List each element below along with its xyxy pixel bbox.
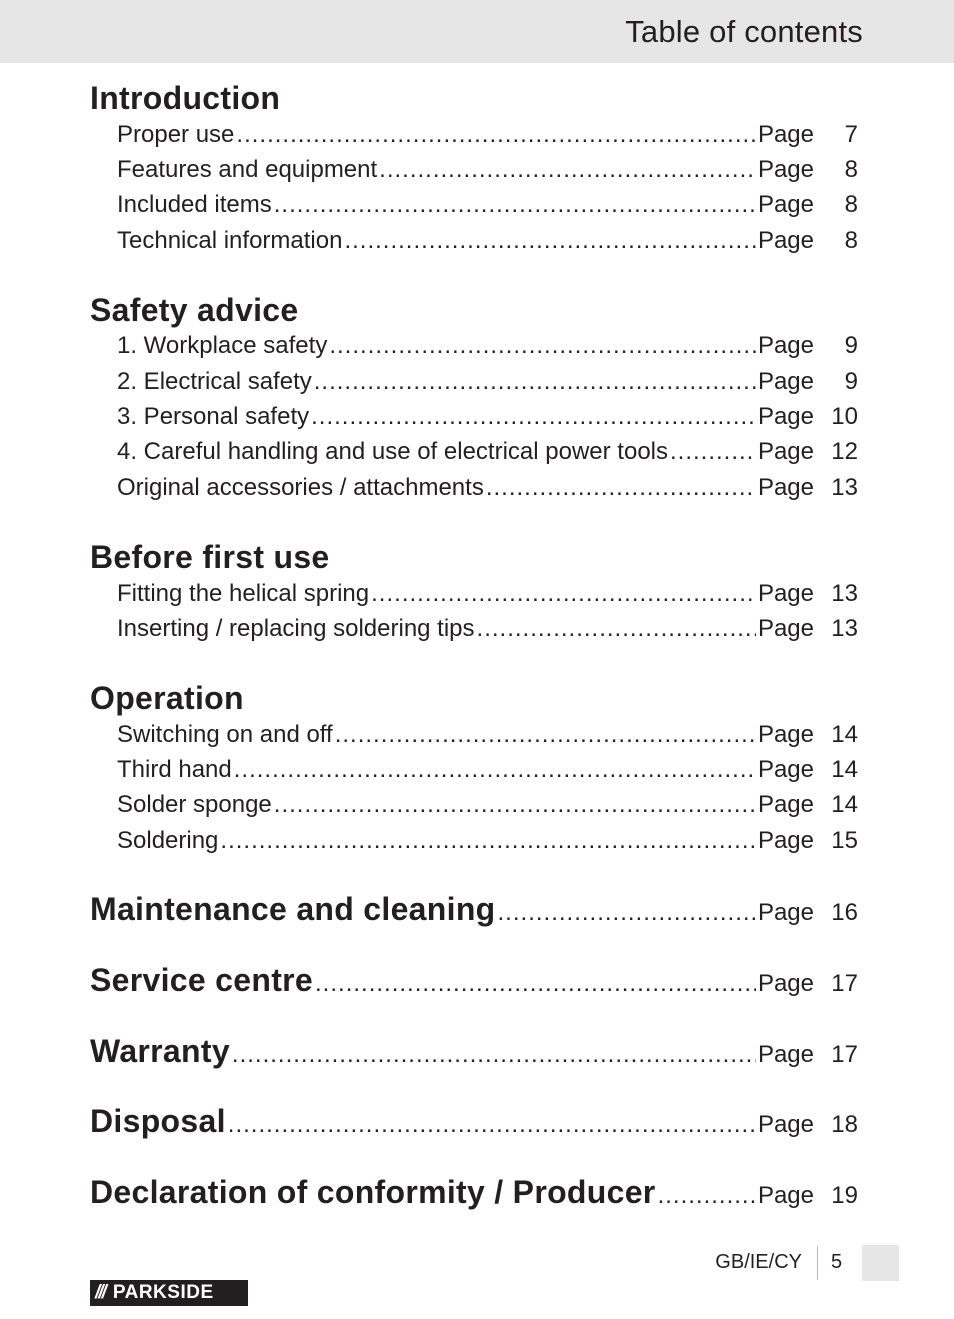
toc-page-number: 9 [844, 368, 858, 395]
toc-entry-label: Features and equipment [117, 156, 378, 183]
logo-text: PARKSIDE [112, 1282, 214, 1303]
toc-page-number: 12 [831, 438, 858, 465]
toc-page-word: Page [757, 156, 814, 183]
toc-page-number: 14 [831, 721, 858, 748]
toc-entry[interactable] [117, 156, 858, 188]
toc-entry[interactable] [117, 368, 858, 400]
toc-page-word: Page [757, 368, 814, 395]
toc-entry-label: Third hand [117, 756, 232, 783]
toc-entry[interactable] [117, 791, 858, 823]
toc-page-word: Page [757, 1111, 814, 1138]
toc-entry-label: 3. Personal safety [117, 403, 310, 430]
toc-page-word: Page [757, 438, 814, 465]
toc-entry-label: Technical information [117, 227, 343, 254]
section-heading-before-first-use: Before first use [90, 539, 330, 575]
toc-page-number: 17 [831, 1041, 858, 1068]
toc-page-number: 19 [831, 1182, 858, 1209]
parkside-logo [90, 1280, 248, 1306]
toc-major-entry-warranty[interactable] [90, 1033, 858, 1077]
toc-entry[interactable] [117, 615, 858, 647]
leader-dots [228, 1111, 756, 1139]
toc-page-number: 17 [831, 970, 858, 997]
toc-page-word: Page [757, 827, 814, 854]
toc-major-label: Service centre [90, 962, 314, 998]
leader-dots [234, 756, 756, 784]
leader-dots [236, 121, 756, 149]
toc-page-number: 7 [844, 121, 858, 148]
page-title: Table of contents [625, 14, 863, 49]
toc-entry-label: Original accessories / attachments [117, 474, 484, 501]
toc-page-word: Page [757, 615, 814, 642]
leader-dots [315, 970, 756, 998]
toc-major-entry-disposal[interactable] [90, 1103, 858, 1147]
leader-dots [311, 403, 756, 431]
section-heading-operation: Operation [90, 680, 244, 716]
toc-major-label: Warranty [90, 1033, 230, 1069]
leader-dots [344, 227, 755, 255]
toc-major-entry-maintenance[interactable] [90, 891, 858, 935]
toc-entry-label: 2. Electrical safety [117, 368, 312, 395]
footer-marker-box [862, 1245, 899, 1281]
toc-page-word: Page [757, 756, 814, 783]
toc-entry[interactable] [117, 332, 858, 364]
toc-page-word: Page [757, 474, 814, 501]
toc-entry-label: Included items [117, 191, 272, 218]
toc-major-entry-service-centre[interactable] [90, 962, 858, 1006]
toc-page-word: Page [757, 191, 814, 218]
footer-divider [817, 1246, 818, 1280]
leader-dots [314, 368, 756, 396]
leader-dots [477, 615, 756, 643]
logo-slashes: /// [95, 1282, 105, 1303]
toc-entry-label: Proper use [117, 121, 235, 148]
toc-entry[interactable] [117, 121, 858, 153]
toc-major-entry-declaration[interactable] [90, 1174, 858, 1218]
toc-page-word: Page [757, 791, 814, 818]
section-heading-safety-advice: Safety advice [90, 292, 299, 328]
leader-dots [670, 438, 756, 466]
toc-page-word: Page [757, 899, 814, 926]
toc-entry-label: Solder sponge [117, 791, 272, 818]
toc-entry-label: Switching on and off [117, 721, 333, 748]
toc-page-number: 10 [831, 403, 858, 430]
toc-entry-label: Fitting the helical spring [117, 580, 370, 607]
toc-page-word: Page [757, 332, 814, 359]
toc-entry[interactable] [117, 756, 858, 788]
toc-entry-label: 1. Workplace safety [117, 332, 328, 359]
toc-page-number: 13 [831, 580, 858, 607]
toc-page-number: 18 [831, 1111, 858, 1138]
toc-page-number: 16 [831, 899, 858, 926]
toc-page-number: 13 [831, 474, 858, 501]
section-heading-introduction: Introduction [90, 80, 281, 116]
toc-entry[interactable] [117, 721, 858, 753]
toc-major-label: Disposal [90, 1103, 226, 1139]
toc-page-word: Page [757, 121, 814, 148]
toc-major-label: Declaration of conformity / Producer [90, 1174, 656, 1210]
toc-page-number: 8 [844, 227, 858, 254]
leader-dots [274, 191, 756, 219]
toc-page-word: Page [757, 227, 814, 254]
leader-dots [335, 721, 756, 749]
toc-page-number: 14 [831, 756, 858, 783]
leader-dots [658, 1182, 756, 1210]
leader-dots [371, 580, 756, 608]
toc-entry[interactable] [117, 403, 858, 435]
leader-dots [329, 332, 756, 360]
toc-page-word: Page [757, 403, 814, 430]
toc-page-word: Page [757, 580, 814, 607]
toc-page-word: Page [757, 970, 814, 997]
toc-entry[interactable] [117, 474, 858, 506]
toc-entry-label: Inserting / replacing soldering tips [117, 615, 475, 642]
toc-page-number: 15 [831, 827, 858, 854]
leader-dots [498, 899, 756, 927]
toc-major-label: Maintenance and cleaning [90, 891, 496, 927]
toc-page-number: 13 [831, 615, 858, 642]
toc-page-word: Page [757, 721, 814, 748]
footer-region-code: GB/IE/CY [715, 1251, 802, 1273]
leader-dots [379, 156, 756, 184]
toc-entry[interactable] [117, 580, 858, 612]
toc-entry[interactable] [117, 438, 858, 470]
toc-page-number: 14 [831, 791, 858, 818]
leader-dots [486, 474, 756, 502]
toc-entry[interactable] [117, 227, 858, 259]
toc-page-number: 9 [844, 332, 858, 359]
footer-page-number: 5 [831, 1251, 843, 1273]
toc-page-word: Page [757, 1041, 814, 1068]
leader-dots [274, 791, 756, 819]
leader-dots [232, 1041, 756, 1069]
leader-dots [220, 827, 756, 855]
toc-entry-label: Soldering [117, 827, 219, 854]
toc-page-word: Page [757, 1182, 814, 1209]
toc-entry[interactable] [117, 827, 858, 859]
toc-page-number: 8 [844, 191, 858, 218]
toc-entry-label: 4. Careful handling and use of electrical power tools [117, 438, 668, 465]
toc-page-number: 8 [844, 156, 858, 183]
toc-entry[interactable] [117, 191, 858, 223]
